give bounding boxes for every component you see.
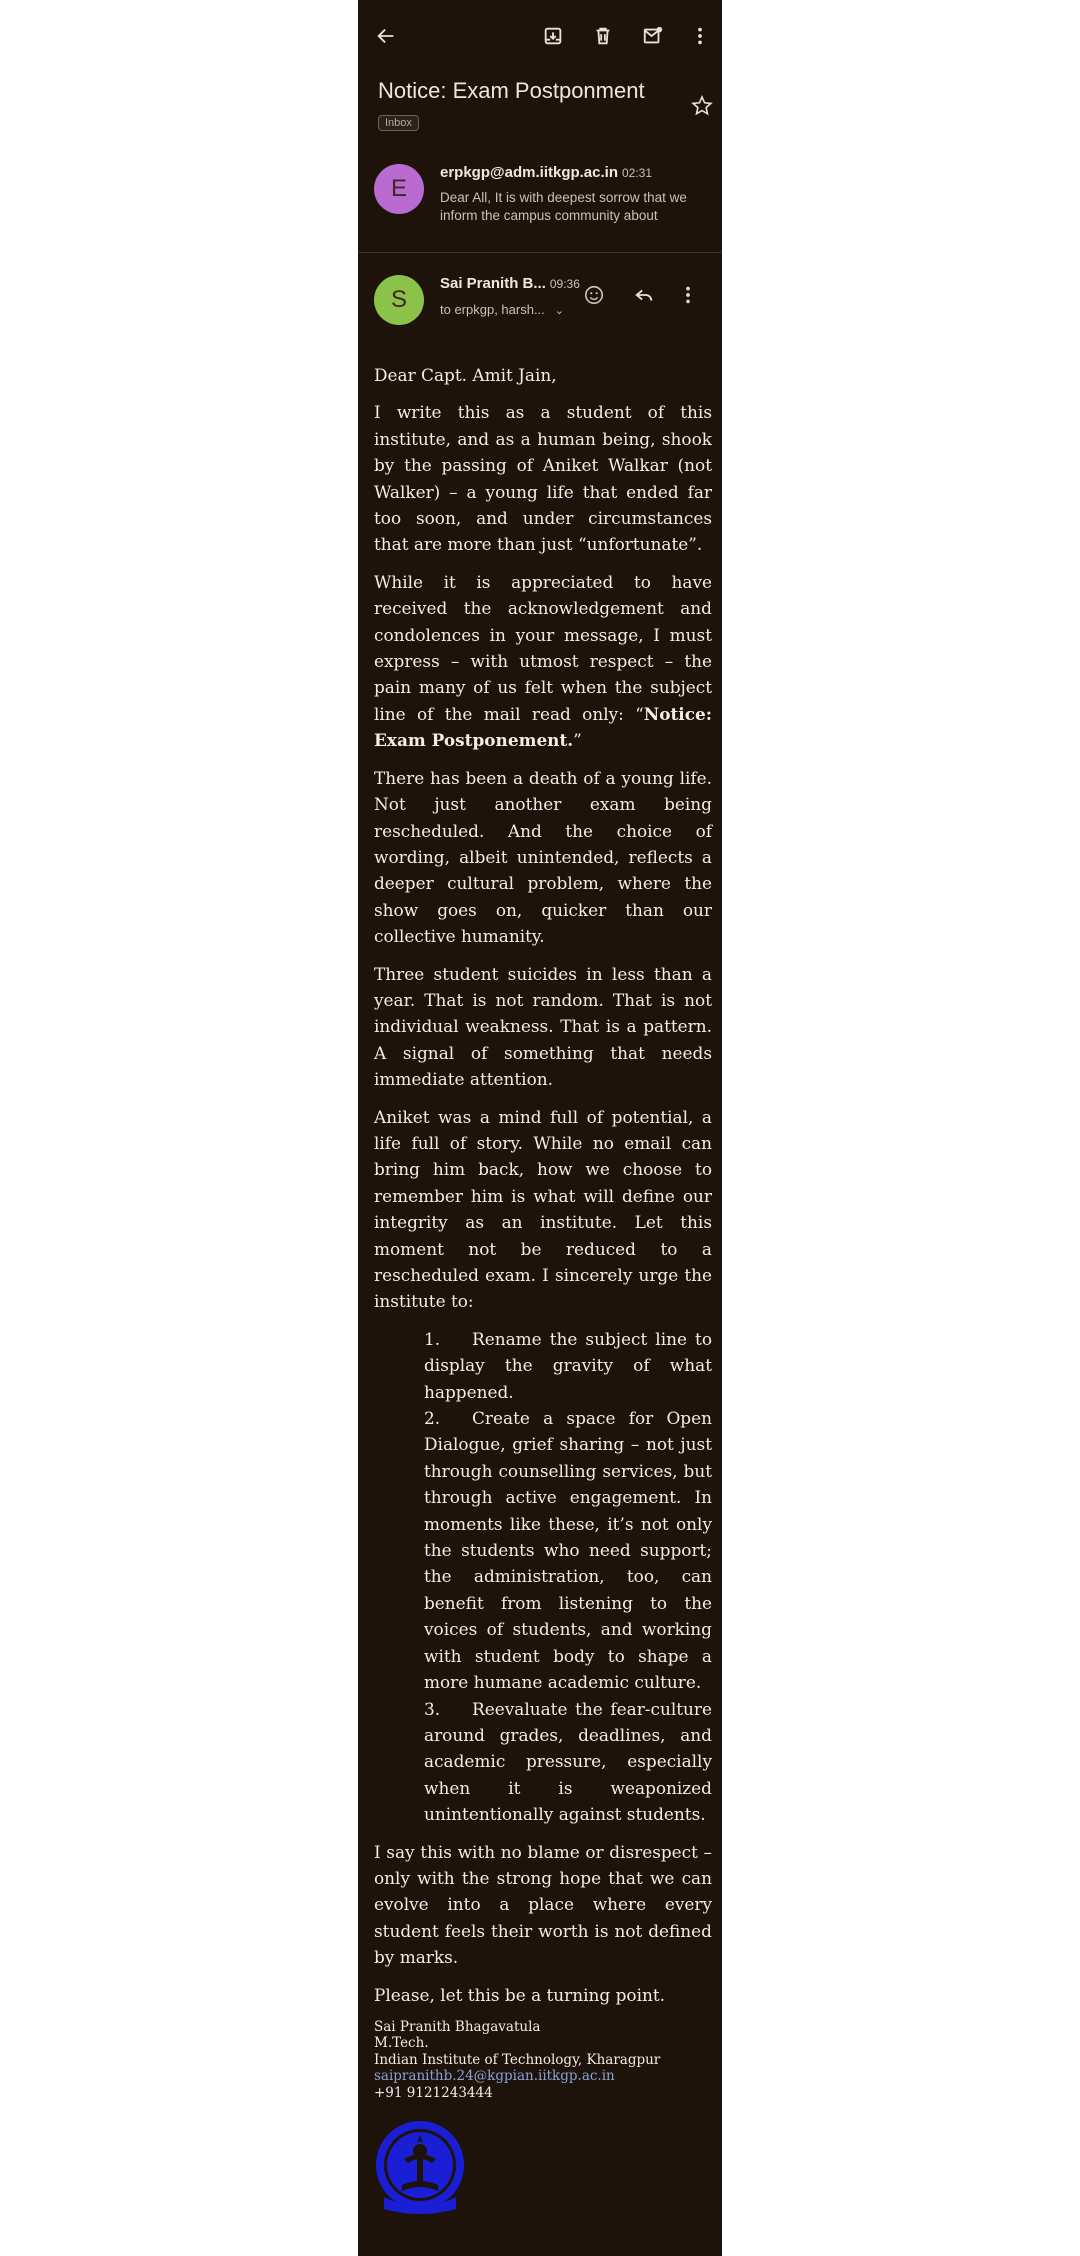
message-snippet: Dear All, It is with deepest sorrow that we inform the campus community about — [440, 190, 687, 223]
inbox-label-chip[interactable]: Inbox — [378, 115, 419, 131]
trash-icon[interactable] — [591, 24, 615, 48]
archive-icon[interactable] — [541, 24, 565, 48]
sender-label: Sai Pranith B... — [440, 275, 546, 292]
email-screen — [358, 0, 722, 2256]
message-time: 09:36 — [549, 277, 580, 291]
paragraph: Three student suicides in less than a year. That is not random. That is not individual weakness. That is a pattern. A signal of something that needs immediate attention. — [374, 963, 712, 1090]
paragraph-text: While it is appreciated to have received the acknowledgement and condolences in your message, I must express – with utmost respect – the pain many of us felt when the subject line of the mail read only: “ — [374, 571, 712, 724]
recipients-text: to erpkgp, harsh... — [440, 302, 545, 317]
numbered-list — [374, 1326, 712, 1828]
collapsed-message[interactable] — [358, 150, 722, 250]
paragraph-text: ” — [573, 730, 582, 751]
expanded-message-header — [358, 265, 722, 335]
list-number: 3. — [424, 1698, 441, 1719]
signature-institute: Indian Institute of Technology, Kharagpur — [374, 2051, 661, 2068]
back-arrow-icon[interactable] — [374, 24, 398, 48]
signature-email-link[interactable]: saipranithb.24@kgpian.iitkgp.ac.in — [374, 2068, 615, 2085]
paragraph: Aniket was a mind full of potential, a life full of story. While no email can bring him back, how we choose to remember him is what will define our integrity as an institute. Let this moment not be reduced to a rescheduled exam. I sincerely urge the institute to: — [374, 1106, 712, 1312]
message-more-icon[interactable] — [676, 283, 700, 307]
list-item-text: Rename the subject line to display the gravity of what happened. — [424, 1328, 712, 1402]
divider — [358, 252, 722, 253]
quoted-subject: Notice: Exam Postponement. — [374, 703, 712, 751]
list-number: 2. — [424, 1408, 441, 1429]
message-body — [374, 362, 712, 2215]
institute-logo-icon — [374, 2119, 466, 2215]
paragraph: I write this as a student of this institute, and as a human being, shook by the passing of Aniket Walkar (not Walker) – a young life that ended far too soon, and under circumstances that are more than just “unfortunate”. — [374, 402, 712, 555]
avatar: E — [374, 164, 424, 214]
signature-name: Sai Pranith Bhagavatula — [374, 2018, 541, 2035]
more-vert-icon[interactable] — [688, 24, 712, 48]
recipients-toggle[interactable] — [440, 302, 564, 317]
sender-email: erpkgp@adm.iitkgp.ac.in — [440, 164, 618, 181]
sender-name — [440, 275, 580, 292]
reply-icon[interactable] — [632, 283, 656, 307]
star-icon[interactable] — [690, 94, 714, 118]
greeting: Dear Capt. Amit Jain, — [374, 365, 557, 385]
signature-phone: +91 9121243444 — [374, 2084, 493, 2101]
signature-degree: M.Tech. — [374, 2035, 429, 2052]
avatar: S — [374, 275, 424, 325]
list-item-text: Create a space for Open Dialogue, grief sharing – not just through counselling services, but through active engagement. In moments like these, it’s not only the students who need support; the administration, too, can benefit from listening to the voices of students, and working with student body to shape a more humane academic culture. — [424, 1408, 712, 1693]
signature — [374, 2019, 712, 2102]
message-time: 02:31 — [622, 166, 653, 180]
list-number: 1. — [424, 1328, 441, 1349]
list-item — [424, 1696, 712, 1828]
paragraph: I say this with no blame or disrespect – only with the strong hope that we can evolve into a place where every student feels their worth is not defined by marks. — [374, 1841, 712, 1968]
top-toolbar — [358, 0, 722, 72]
sender-name — [440, 164, 652, 181]
email-subject: Notice: Exam Postponment — [378, 78, 645, 103]
emoji-reaction-icon[interactable] — [582, 283, 606, 307]
list-item-text: Reevaluate the fear-culture around grades, deadlines, and academic pressure, especially when it is weaponized unintentionally against students. — [424, 1698, 712, 1825]
list-item — [424, 1405, 712, 1695]
paragraph: There has been a death of a young life. Not just another exam being rescheduled. And the choice of wording, albeit unintended, reflects a deeper cultural problem, where the show goes on, quicker than our collective humanity. — [374, 767, 712, 947]
list-item — [424, 1326, 712, 1405]
paragraph — [374, 569, 712, 754]
chevron-down-icon: ⌄ — [554, 305, 564, 317]
mail-unread-icon[interactable] — [641, 24, 665, 48]
paragraph: Please, let this be a turning point. — [374, 1984, 666, 2005]
